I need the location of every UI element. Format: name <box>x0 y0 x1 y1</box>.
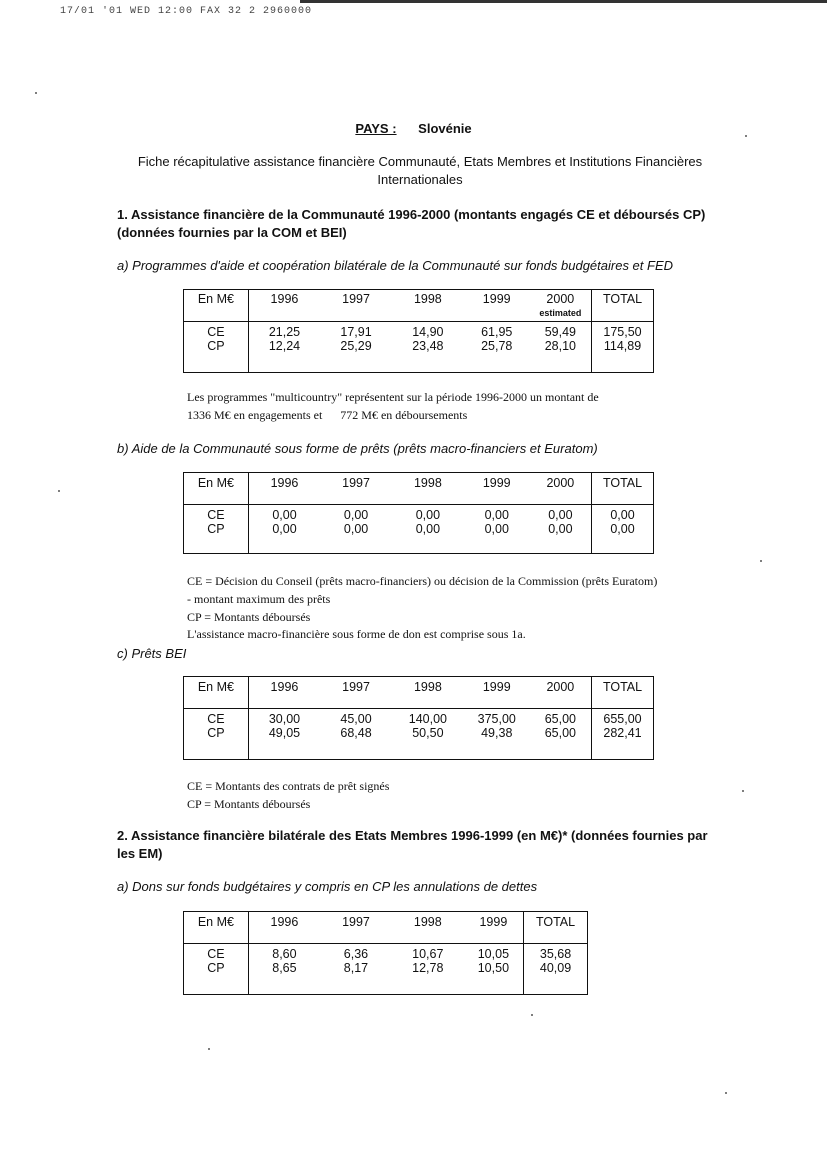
note-macro-financial: L'assistance macro-financière sous forme de don est comprise sous 1a. <box>187 627 526 641</box>
table-cell: 140,00 <box>408 712 447 726</box>
table-1a <box>183 289 654 373</box>
note-multicountry-1: Les programmes "multicountry" représentent sur la période 1996-2000 un montant de <box>187 390 599 404</box>
table-cell: 25,78 <box>481 339 513 353</box>
note-multicountry-2: 1336 M€ en engagements et 772 M€ en déboursements <box>187 408 468 422</box>
table-cell: 49,05 <box>268 726 301 740</box>
scan-speck <box>208 1048 210 1050</box>
table-cell: 28,10 <box>544 339 576 353</box>
section1a-heading: a) Programmes d'aide et coopération bilatérale de la Communauté sur fonds budgétaires et FED <box>117 258 674 273</box>
table-cell: 0,00 <box>548 522 573 536</box>
fax-header-line: 17/01 '01 WED 12:00 FAX 32 2 2960000 <box>60 6 313 17</box>
table-row-label: CP <box>184 961 249 995</box>
table-total-cell: 40,09 <box>524 961 588 995</box>
table-1c-year: 1996 <box>248 677 320 709</box>
table-1a-year: 2000 <box>546 292 575 306</box>
table-cell: 0,00 <box>272 508 297 522</box>
table-cell: 0,00 <box>415 508 441 522</box>
table-cell: 59,49 <box>544 325 576 339</box>
table-cell: 61,95 <box>481 325 513 339</box>
table-cell: 0,00 <box>484 522 509 536</box>
table-cell: 45,00 <box>340 712 372 726</box>
table-row-label: CP <box>184 522 249 554</box>
table-2a-year: 1996 <box>248 912 320 944</box>
table-cell: 49,38 <box>481 726 513 740</box>
table-cell: 8,17 <box>343 961 369 975</box>
table-1c-total-header: TOTAL <box>592 677 654 709</box>
table-cell: 17,91 <box>340 325 372 339</box>
table-1c-year: 2000 <box>530 677 592 709</box>
table-1c-corner: En M€ <box>184 677 249 709</box>
table-cell: 12,24 <box>268 339 301 353</box>
table-row-label: CE <box>184 944 249 962</box>
table-1a-total-header: TOTAL <box>592 290 654 322</box>
table-cell: 14,90 <box>412 325 444 339</box>
table-row-label: CE <box>184 322 249 340</box>
table-1c <box>183 676 654 760</box>
scan-speck <box>745 135 747 137</box>
estimated-label: estimated <box>539 308 582 318</box>
table-1a-year: 1996 <box>248 290 320 322</box>
note-cp-definition: CP = Montants déboursés <box>187 610 311 624</box>
table-cell: 8,60 <box>272 947 297 961</box>
scan-speck <box>725 1092 727 1094</box>
note-bei-ce: CE = Montants des contrats de prêt signés <box>187 779 390 793</box>
table-cell: 23,48 <box>412 339 444 353</box>
title-country: Slovénie <box>418 121 472 136</box>
table-1a-year-cell <box>530 290 592 322</box>
note-ce-definition: CE = Décision du Conseil (prêts macro-financiers) ou décision de la Commission (prêts Euratom) <box>187 574 658 588</box>
table-1b-year: 1997 <box>320 473 392 505</box>
table-total-cell: 114,89 <box>592 339 654 373</box>
scan-speck <box>760 560 762 562</box>
table-1a-corner: En M€ <box>184 290 249 322</box>
table-1b <box>183 472 654 554</box>
table-cell: 30,00 <box>268 712 301 726</box>
table-cell: 50,50 <box>412 726 444 740</box>
table-cell: 6,36 <box>343 947 369 961</box>
table-cell: 0,00 <box>343 508 369 522</box>
section2a-heading: a) Dons sur fonds budgétaires y compris en CP les annulations de dettes <box>117 879 538 894</box>
table-1b-year: 1996 <box>248 473 320 505</box>
section1c-heading: c) Prêts BEI <box>117 646 187 661</box>
table-cell: 10,50 <box>477 961 510 975</box>
table-cell: 0,00 <box>343 522 369 536</box>
table-total-cell: 655,00 <box>592 709 654 727</box>
table-cell: 21,25 <box>268 325 301 339</box>
table-cell: 65,00 <box>544 712 576 726</box>
table-2a-corner: En M€ <box>184 912 249 944</box>
table-2a-total-header: TOTAL <box>524 912 588 944</box>
table-total-cell: 175,50 <box>592 322 654 340</box>
scan-speck <box>531 1014 533 1016</box>
table-row-label: CE <box>184 709 249 727</box>
table-cell: 0,00 <box>484 508 509 522</box>
table-cell: 8,65 <box>272 961 297 975</box>
table-1b-year: 1999 <box>464 473 530 505</box>
scan-speck <box>58 490 60 492</box>
table-cell: 0,00 <box>415 522 441 536</box>
table-cell: 10,67 <box>412 947 444 961</box>
page-subtitle: Fiche récapitulative assistance financière Communauté, Etats Membres et Institutions Financières Internationales <box>137 154 703 187</box>
title-label: PAYS : <box>355 121 397 136</box>
fax-top-rule <box>300 0 827 3</box>
table-cell: 12,78 <box>412 961 444 975</box>
table-total-cell: 0,00 <box>592 505 654 523</box>
table-cell: 0,00 <box>548 508 573 522</box>
section1b-heading: b) Aide de la Communauté sous forme de prêts (prêts macro-financiers et Euratom) <box>117 441 598 456</box>
scan-speck <box>35 92 37 94</box>
scan-speck <box>742 790 744 792</box>
table-total-cell: 0,00 <box>592 522 654 554</box>
table-cell: 68,48 <box>340 726 372 740</box>
table-row-label: CP <box>184 726 249 760</box>
table-1c-year: 1998 <box>392 677 464 709</box>
section2-heading: 2. Assistance financière bilatérale des Etats Membres 1996-1999 (en M€)* (données fournies par les EM) <box>117 828 708 861</box>
page-title <box>0 121 827 136</box>
table-1b-year: 1998 <box>392 473 464 505</box>
table-cell: 375,00 <box>477 712 516 726</box>
table-cell: 10,05 <box>477 947 510 961</box>
table-cell: 65,00 <box>544 726 576 740</box>
table-total-cell: 282,41 <box>592 726 654 760</box>
table-2a-year: 1999 <box>464 912 524 944</box>
table-1c-year: 1999 <box>464 677 530 709</box>
table-1b-corner: En M€ <box>184 473 249 505</box>
table-2a-year: 1998 <box>392 912 464 944</box>
table-2a <box>183 911 588 995</box>
table-cell: 0,00 <box>272 522 297 536</box>
table-1a-year: 1998 <box>392 290 464 322</box>
table-1b-total-header: TOTAL <box>592 473 654 505</box>
table-1a-year: 1997 <box>320 290 392 322</box>
table-1c-year: 1997 <box>320 677 392 709</box>
table-cell: 25,29 <box>340 339 372 353</box>
table-2a-year: 1997 <box>320 912 392 944</box>
table-1b-year: 2000 <box>530 473 592 505</box>
table-total-cell: 35,68 <box>524 944 588 962</box>
note-bei-cp: CP = Montants déboursés <box>187 797 311 811</box>
table-row-label: CE <box>184 505 249 523</box>
section1-heading: 1. Assistance financière de la Communauté 1996-2000 (montants engagés CE et déboursés CP) (données fournies par la COM et BEI) <box>117 207 706 240</box>
note-ce-maximum: - montant maximum des prêts <box>187 592 331 606</box>
table-row-label: CP <box>184 339 249 373</box>
table-1a-year: 1999 <box>464 290 530 322</box>
